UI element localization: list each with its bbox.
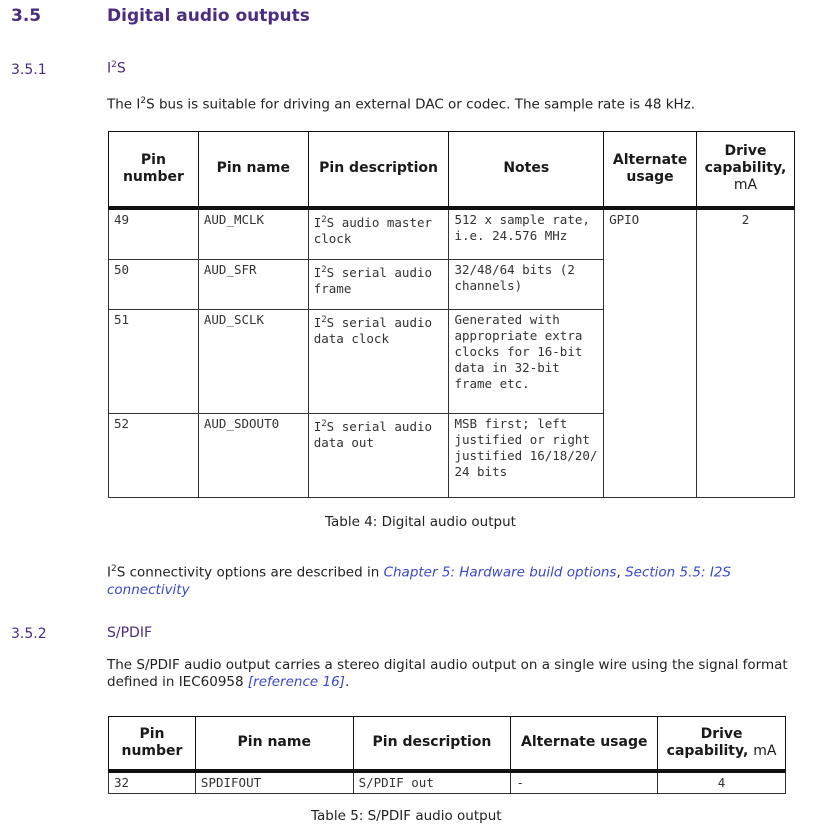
- pin-name: SPDIFOUT: [195, 771, 353, 794]
- subsection-number: 3.5.1: [11, 62, 47, 78]
- notes: 32/48/64 bits (2 channels): [449, 260, 604, 310]
- subsection-number: 3.5.2: [11, 626, 47, 642]
- connectivity-text: $I^2S$ connectivity options are described in Chapter 5: Hardware build options, Section 5.5: I2S connectivity: [107, 564, 731, 598]
- alternate-usage: GPIO: [604, 208, 697, 498]
- notes: MSB first; left justified or right justified 16/18/20/ 24 bits: [449, 414, 604, 498]
- section-title: Digital audio outputs: [107, 6, 310, 26]
- header-drive-capability: Drive capability, mA: [658, 717, 786, 771]
- header-pin-number: Pin number: [109, 717, 196, 771]
- header-pin-description: Pin description: [308, 132, 449, 208]
- pin-name: AUD_SFR: [198, 260, 308, 310]
- notes: Generated with appropriate extra clocks for 16-bit data in 32-bit frame etc.: [449, 310, 604, 414]
- chapter-5-link[interactable]: Chapter 5: Hardware build options: [383, 564, 617, 581]
- pin-description: $I^2S$ serial audio frame: [308, 260, 449, 310]
- drive-capability: 2: [697, 208, 795, 498]
- pin-number: 51: [109, 310, 199, 414]
- pin-number: 32: [109, 771, 196, 794]
- section-5-5-link[interactable]: Section 5.5: I2S connectivity: [107, 564, 731, 598]
- header-alternate-usage: Alternate usage: [604, 132, 697, 208]
- pin-description: $I^2S$ serial audio data clock: [308, 310, 449, 414]
- pin-description: $I^2S$ audio master clock: [308, 208, 449, 260]
- pin-description: S/PDIF out: [353, 771, 511, 794]
- table-5-caption: Table 5: S/PDIF audio output: [311, 808, 502, 824]
- spdif-intro: The S/PDIF audio output carries a stereo digital audio output on a single wire using the signal format defined in IEC60958 [reference 16].: [107, 657, 788, 690]
- table-4: [108, 131, 795, 498]
- pin-description: $I^2S$ serial audio data out: [308, 414, 449, 498]
- header-drive-capability: Drive capability, mA: [697, 132, 795, 208]
- pin-name: AUD_SCLK: [198, 310, 308, 414]
- i2s-intro: The $I^2S$ bus is suitable for driving an external DAC or codec. The sample rate is 48 kHz.: [107, 96, 696, 113]
- subsection-title: S/PDIF: [107, 625, 153, 641]
- section-number: 3.5: [11, 6, 42, 26]
- alternate-usage: -: [511, 771, 658, 794]
- header-pin-name: Pin name: [195, 717, 353, 771]
- pin-name: AUD_MCLK: [198, 208, 308, 260]
- header-pin-name: Pin name: [198, 132, 308, 208]
- drive-capability: 4: [658, 771, 786, 794]
- subsection-title: $I^2S$: [107, 60, 126, 77]
- pin-number: 50: [109, 260, 199, 310]
- header-pin-description: Pin description: [353, 717, 511, 771]
- header-pin-number: Pin number: [109, 132, 199, 208]
- reference-16-link[interactable]: [reference 16]: [247, 674, 345, 690]
- header-notes: Notes: [449, 132, 604, 208]
- notes: 512 x sample rate, i.e. 24.576 MHz: [449, 208, 604, 260]
- pin-number: 49: [109, 208, 199, 260]
- header-alternate-usage: Alternate usage: [511, 717, 658, 771]
- table-row: [109, 771, 786, 794]
- pin-number: 52: [109, 414, 199, 498]
- table-5: [108, 716, 786, 794]
- pin-name: AUD_SDOUT0: [198, 414, 308, 498]
- table-row: [109, 208, 795, 260]
- table-4-caption: Table 4: Digital audio output: [325, 514, 516, 530]
